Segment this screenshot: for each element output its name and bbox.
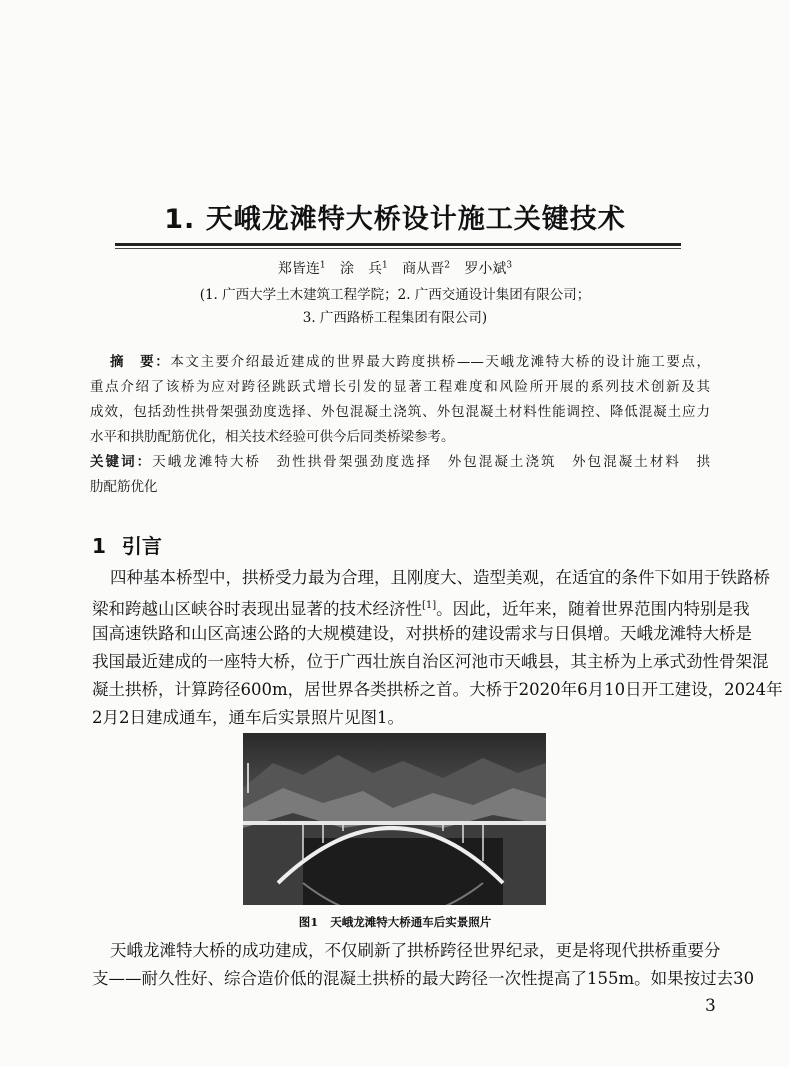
- abstract-label: 摘 要：: [110, 354, 171, 370]
- bridge-photo: [243, 733, 546, 905]
- author: 商从晋$^2$: [402, 260, 450, 277]
- keywords-line: 肋配筋优化: [90, 479, 158, 495]
- body-line: 四种基本桥型中，拱桥受力最为合理，且刚度大、造型美观，在适宜的条件下如用于铁路桥: [110, 568, 770, 587]
- keywords-label: 关键词：: [90, 454, 153, 470]
- body-line: 我国最近建成的一座特大桥，位于广西壮族自治区河池市天峨县，其主桥为上承式劲性骨架混: [92, 652, 769, 671]
- citation: [1]: [422, 600, 437, 611]
- author-list: [0, 258, 790, 278]
- body-line: 天峨龙滩特大桥的成功建成，不仅刷新了拱桥跨径世界纪录，更是将现代拱桥重要分: [110, 941, 721, 960]
- abstract-line: 摘 要：本文主要介绍最近建成的世界最大跨度拱桥——天峨龙滩特大桥的设计施工要点，: [110, 354, 711, 370]
- author: 涂 兵$^1$: [340, 260, 388, 277]
- author: 罗小斌$^3$: [464, 260, 513, 277]
- figure-caption: 图1 天峨龙滩特大桥通车后实景照片: [298, 915, 492, 929]
- affiliation-line: (1. 广西大学土木建筑工程学院；2. 广西交通设计集团有限公司；: [199, 287, 591, 303]
- section-heading: 1 引言: [92, 534, 162, 558]
- affiliation-line: 3. 广西路桥工程集团有限公司): [302, 310, 488, 326]
- body-line: 梁和跨越山区峡谷时表现出显著的技术经济性[1]。因此，近年来，随着世界范围内特别是我: [92, 599, 750, 619]
- page-number: 3: [705, 996, 716, 1016]
- title-rule-thin: [115, 248, 681, 249]
- body-line: 支——耐久性好、综合造价低的混凝土拱桥的最大跨径一次性提高了155m。如果按过去30: [92, 969, 755, 988]
- abstract-line: 成效，包括劲性拱骨架强劲度选择、外包混凝土浇筑、外包混凝土材料性能调控、降低混凝土应力: [90, 404, 710, 420]
- abstract-line: 重点介绍了该桥为应对跨径跳跃式增长引发的显著工程难度和风险所开展的系列技术创新及其: [90, 379, 710, 395]
- author: 郑皆连$^1$: [277, 260, 326, 277]
- abstract-line: 水平和拱肋配筋优化，相关技术经验可供今后同类桥梁参考。: [90, 429, 455, 445]
- body-line: 凝土拱桥，计算跨径600m，居世界各类拱桥之首。大桥于2020年6月10日开工建设，2024年: [92, 680, 783, 699]
- body-line: 国高速铁路和山区高速公路的大规模建设，对拱桥的建设需求与日俱增。天峨龙滩特大桥是: [92, 624, 752, 643]
- body-line: 2月2日建成通车，通车后实景照片见图1。: [92, 708, 404, 727]
- paper-title: 1. 天峨龙滩特大桥设计施工关键技术: [164, 204, 626, 235]
- keywords-line: 关键词：天峨龙滩特大桥 劲性拱骨架强劲度选择 外包混凝土浇筑 外包混凝土材料 拱: [90, 454, 711, 470]
- title-rule-thick: [115, 243, 681, 246]
